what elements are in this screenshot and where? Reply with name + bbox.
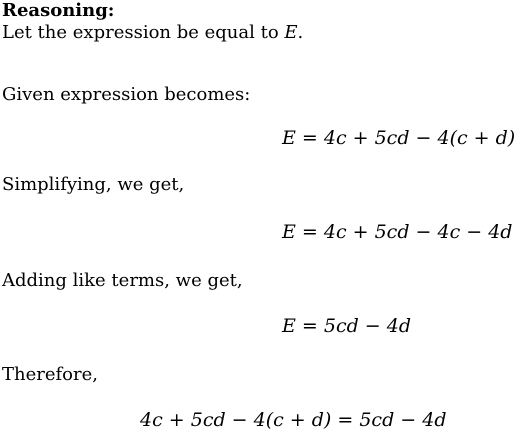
equation-4: 4c + 5cd − 4(c + d) = 5cd − 4d bbox=[140, 409, 447, 431]
intro-text: Let the expression be equal to bbox=[2, 22, 279, 43]
heading-reasoning: Reasoning: bbox=[2, 0, 115, 21]
intro-line bbox=[2, 22, 303, 44]
equation-1: E = 4c + 5cd − 4(c + d) bbox=[282, 127, 515, 149]
therefore-line: Therefore, bbox=[2, 364, 98, 385]
given-line: Given expression becomes: bbox=[2, 84, 251, 105]
equation-2: E = 4c + 5cd − 4c − 4d bbox=[282, 221, 513, 243]
intro-variable: E bbox=[284, 22, 298, 43]
adding-line: Adding like terms, we get, bbox=[2, 270, 243, 291]
equation-3: E = 5cd − 4d bbox=[282, 315, 412, 337]
intro-period: . bbox=[297, 22, 304, 43]
simplifying-line: Simplifying, we get, bbox=[2, 174, 185, 195]
